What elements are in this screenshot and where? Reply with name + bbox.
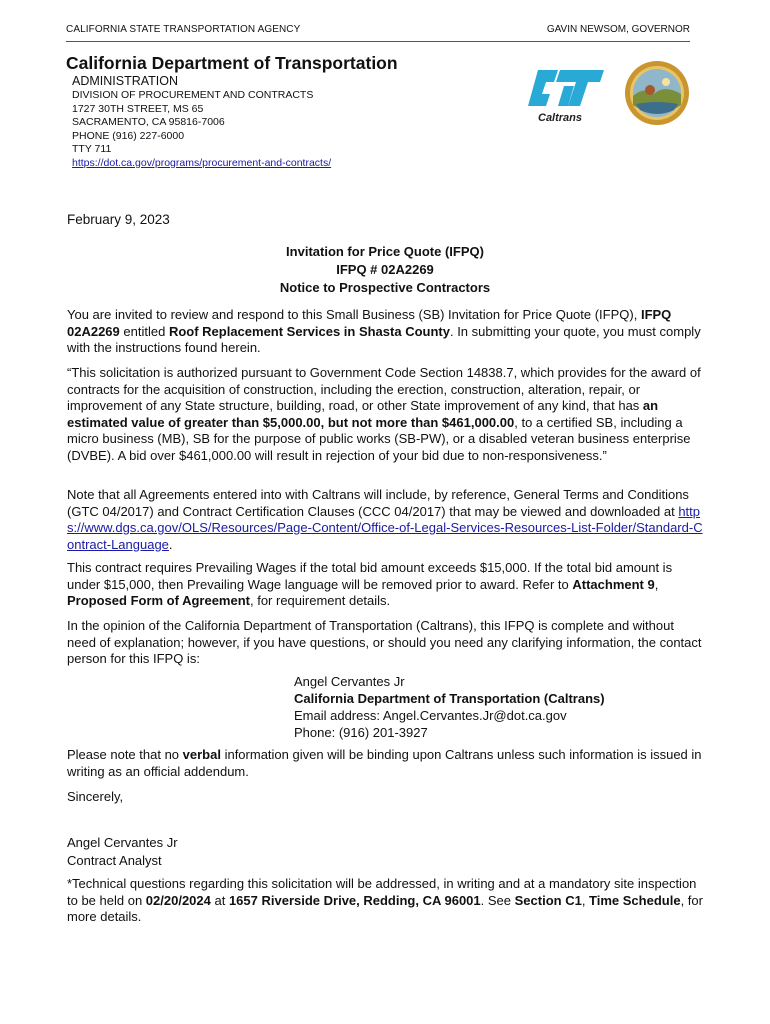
contact-block xyxy=(294,673,605,741)
address-line: SACRAMENTO, CA 95816-7006 xyxy=(72,116,225,129)
standard-contract-language-link[interactable]: https://www.dgs.ca.gov/OLS/Resources/Page-Content/Office-of-Legal-Services-Resources-List-Folder/Standard-Contract-Language xyxy=(67,503,703,552)
california-state-seal xyxy=(624,60,690,126)
department-title: California Department of Transportation xyxy=(66,53,398,73)
signer-name: Angel Cervantes Jr xyxy=(67,835,178,850)
contact-name: Angel Cervantes Jr xyxy=(294,674,405,689)
terms-paragraph: Note that all Agreements entered into with Caltrans will include, by reference, General Terms and Conditions (GTC 04/2017) and Contract Certification Clauses (CCC 04/2017) that may be viewed and downloaded at https://www.dgs.ca.gov/OLS/Resources/Page-Content/Office-of-Legal-Services-Resources-List-Folder/Standard-Contract-Language. xyxy=(67,487,703,552)
prevailing-wage-paragraph: This contract requires Prevailing Wages if the total bid amount exceeds $15,000. If the total bid amount is under $15,000, then Prevailing Wage language will be removed prior to award. Refer to Attachment 9, Proposed Form of Agreement, for requirement details. xyxy=(67,560,673,608)
verbal-notice-paragraph: Please note that no verbal information given will be binding upon Caltrans unless such information is issued in writing as an official addendum. xyxy=(67,747,702,779)
signature-block xyxy=(67,834,178,869)
header-divider xyxy=(66,41,690,42)
address-line: DIVISION OF PROCUREMENT AND CONTRACTS xyxy=(72,89,314,101)
contact-organization: California Department of Transportation (Caltrans) xyxy=(294,691,605,706)
governor-name: GAVIN NEWSOM, GOVERNOR xyxy=(546,24,690,35)
caltrans-logo xyxy=(528,64,608,124)
procurement-website-link[interactable]: https://dot.ca.gov/programs/procurement-and-contracts/ xyxy=(72,156,332,169)
caltrans-wordmark: Caltrans xyxy=(538,112,583,124)
contact-intro-paragraph: In the opinion of the California Department of Transportation (Caltrans), this IFPQ is complete and without need of explanation; however, if you have questions, or should you need any clarifying information, the contact person for this IFPQ is: xyxy=(67,618,702,666)
contact-email: Email address: Angel.Cervantes.Jr@dot.ca.gov xyxy=(294,708,567,723)
letter-date: February 9, 2023 xyxy=(67,212,170,227)
agency-name: CALIFORNIA STATE TRANSPORTATION AGENCY xyxy=(66,24,301,35)
address-line: TTY 711 xyxy=(72,143,112,156)
site-inspection-note: *Technical questions regarding this solicitation will be addressed, in writing and at a mandatory site inspection to be held on 02/20/2024 at 1657 Riverside Drive, Redding, CA 96001. See Section C1, Time Schedule, for more details. xyxy=(67,876,703,924)
address-line: PHONE (916) 227-6000 xyxy=(72,129,185,142)
closing: Sincerely, xyxy=(67,789,124,804)
title-line: IFPQ # 02A2269 xyxy=(336,262,434,277)
title-line: Notice to Prospective Contractors xyxy=(279,280,491,295)
title-line: Invitation for Price Quote (IFPQ) xyxy=(286,244,484,259)
contact-phone: Phone: (916) 201-3927 xyxy=(294,725,428,740)
intro-paragraph: You are invited to review and respond to this Small Business (SB) Invitation for Price Quote (IFPQ), IFPQ 02A2269 entitled Roof Replacement Services in Shasta County. In submitting your quote, you must comply with the instructions found herein. xyxy=(67,307,701,355)
address-line: ADMINISTRATION xyxy=(72,74,179,88)
address-line: 1727 30TH STREET, MS 65 xyxy=(72,102,204,115)
address-block xyxy=(72,74,331,171)
signer-title: Contract Analyst xyxy=(67,852,162,868)
title-block xyxy=(0,243,770,297)
authority-paragraph: “This solicitation is authorized pursuant to Government Code Section 14838.7, which provides for the award of contracts for the acquisition of construction, including the erection, construction, alteration, repair, or improvement of any State structure, building, road, or other State improvement of any kind, that has an estimated value of greater than $5,000.00, but not more than $461,000.00, to a certified SB, including a micro business (MB), SB for the purpose of public works (SB-PW), or a disabled veteran business enterprise (DVBE). A bid over $461,000.00 will result in rejection of your bid due to non-responsiveness.” xyxy=(67,365,701,463)
